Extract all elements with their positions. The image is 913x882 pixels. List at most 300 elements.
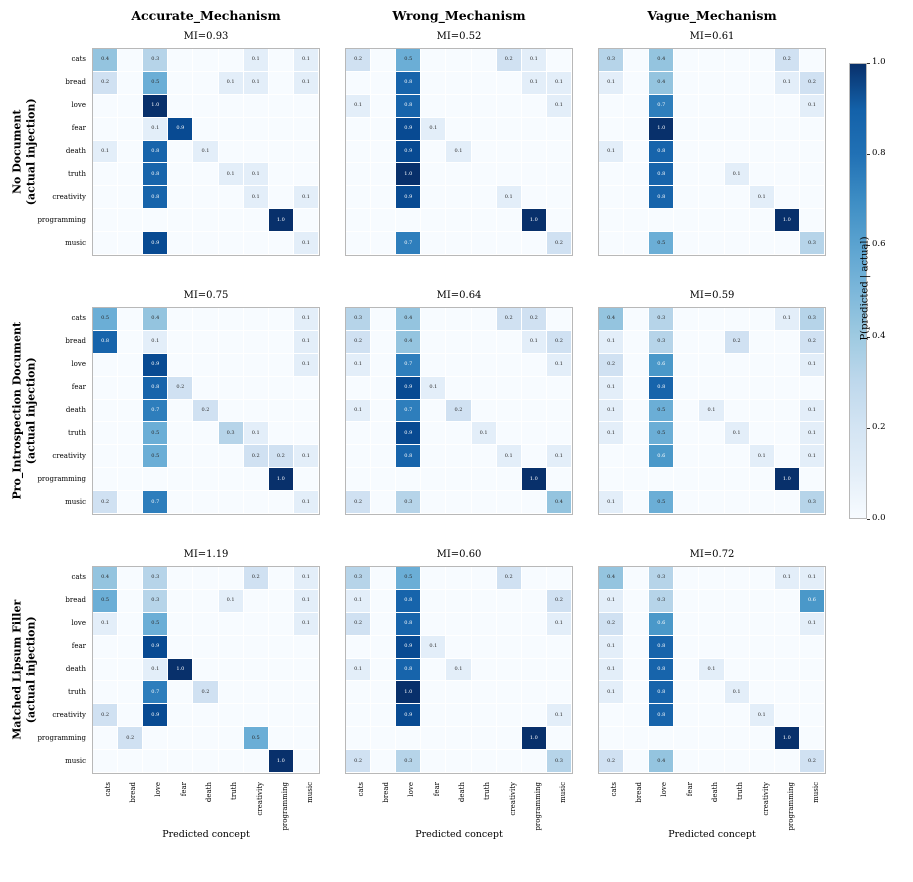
heatmap-cell [193, 468, 218, 491]
colorbar-tick-label: 1.0 [872, 57, 886, 67]
cell-value: 0.1 [554, 79, 563, 86]
heatmap-cell [699, 72, 724, 95]
heatmap-cell [143, 681, 168, 704]
cell-value: 0.4 [404, 338, 413, 345]
y-tick-label: fear [71, 641, 86, 650]
heatmap-cell [244, 209, 269, 232]
cell-value: 0.9 [404, 429, 413, 436]
heatmap-cell [193, 613, 218, 636]
heatmap-cell [294, 567, 319, 590]
heatmap-cell [193, 750, 218, 773]
cell-value: 0.1 [454, 147, 463, 154]
cell-value: 0.1 [301, 193, 310, 200]
heatmap-cell [446, 567, 471, 590]
heatmap-grid [346, 49, 572, 255]
heatmap-cell [522, 400, 547, 423]
heatmap-cell [649, 636, 674, 659]
heatmap-cell [421, 659, 446, 682]
cell-value: 0.3 [404, 757, 413, 764]
heatmap-cell [193, 163, 218, 186]
cell-value: 0.1 [782, 315, 791, 322]
y-tick-label: cats [71, 54, 86, 63]
cell-value: 0.2 [807, 757, 816, 764]
cell-value: 0.5 [101, 315, 110, 322]
heatmap-cell [346, 72, 371, 95]
heatmap-cell [624, 400, 649, 423]
heatmap-cell [219, 468, 244, 491]
heatmap-cell [699, 209, 724, 232]
heatmap-cell [294, 95, 319, 118]
y-tick-label: truth [68, 429, 86, 438]
cell-value: 0.5 [151, 79, 160, 86]
heatmap-cell [244, 750, 269, 773]
heatmap-cell [346, 445, 371, 468]
heatmap-cell [346, 422, 371, 445]
cell-value: 0.9 [176, 125, 185, 132]
heatmap-cell [143, 491, 168, 514]
heatmap-cell [421, 186, 446, 209]
heatmap-cell [649, 422, 674, 445]
heatmap-cell [472, 331, 497, 354]
heatmap-cell [346, 468, 371, 491]
heatmap-cell [497, 141, 522, 164]
cell-value: 0.1 [529, 79, 538, 86]
heatmap-cell [522, 491, 547, 514]
heatmap-cell [522, 95, 547, 118]
heatmap-cell [168, 422, 193, 445]
x-tick-label: creativity [255, 782, 264, 816]
heatmap-cell [674, 141, 699, 164]
heatmap-cell [497, 681, 522, 704]
heatmap-cell [396, 354, 421, 377]
heatmap-cell [93, 209, 118, 232]
heatmap-cell [294, 491, 319, 514]
cell-value: 0.8 [657, 193, 666, 200]
heatmap-cell [143, 727, 168, 750]
heatmap-cell [294, 750, 319, 773]
heatmap-cell [143, 49, 168, 72]
heatmap-cell [396, 118, 421, 141]
heatmap-cell [219, 209, 244, 232]
cell-value: 0.2 [101, 498, 110, 505]
heatmap-cell [624, 72, 649, 95]
heatmap-cell [497, 750, 522, 773]
heatmap-cell [547, 567, 572, 590]
heatmap-cell [396, 491, 421, 514]
heatmap-cell [143, 308, 168, 331]
heatmap-cell [219, 422, 244, 445]
heatmap-cell [346, 232, 371, 255]
heatmap-cell [371, 445, 396, 468]
heatmap-cell [472, 636, 497, 659]
heatmap-cell [346, 377, 371, 400]
y-tick-label: programming [37, 734, 86, 743]
heatmap-cell [472, 613, 497, 636]
heatmap-cell [446, 704, 471, 727]
mi-label: MI=0.72 [689, 549, 735, 560]
row-title-line: (actual injection) [24, 357, 37, 465]
x-tick-label: fear [179, 782, 188, 797]
heatmap-cell [143, 468, 168, 491]
heatmap-cell [522, 636, 547, 659]
heatmap-cell [168, 636, 193, 659]
cell-value: 0.1 [429, 125, 438, 132]
heatmap-cell [371, 377, 396, 400]
heatmap-cell [775, 186, 800, 209]
heatmap-cell [421, 468, 446, 491]
heatmap-cell [547, 354, 572, 377]
cell-value: 0.1 [301, 79, 310, 86]
heatmap-cell [497, 659, 522, 682]
cell-value: 0.1 [607, 665, 616, 672]
heatmap-cell [699, 750, 724, 773]
heatmap-cell [547, 72, 572, 95]
cell-value: 0.1 [607, 498, 616, 505]
heatmap-cell [168, 186, 193, 209]
cell-value: 0.2 [454, 406, 463, 413]
heatmap-cell [624, 445, 649, 468]
heatmap-cell [775, 354, 800, 377]
heatmap-cell [118, 567, 143, 590]
heatmap-cell [599, 209, 624, 232]
heatmap-cell [269, 445, 294, 468]
heatmap-cell [168, 727, 193, 750]
heatmap-cell [674, 186, 699, 209]
cell-value: 0.1 [807, 620, 816, 627]
heatmap-cell [219, 613, 244, 636]
heatmap-cell [244, 704, 269, 727]
heatmap-grid [346, 308, 572, 514]
heatmap-cell [446, 186, 471, 209]
heatmap-cell [497, 331, 522, 354]
heatmap-cell [599, 636, 624, 659]
heatmap-cell [371, 72, 396, 95]
heatmap-cell [193, 186, 218, 209]
heatmap-cell [624, 727, 649, 750]
heatmap-cell [599, 354, 624, 377]
heatmap-cell [168, 750, 193, 773]
heatmap-cell [421, 377, 446, 400]
cell-value: 0.1 [807, 361, 816, 368]
heatmap-cell [800, 613, 825, 636]
heatmap-cell [472, 118, 497, 141]
heatmap-panel [598, 566, 826, 774]
heatmap-cell [446, 331, 471, 354]
cell-value: 0.7 [151, 406, 160, 413]
cell-value: 0.1 [201, 147, 210, 154]
heatmap-cell [624, 232, 649, 255]
heatmap-cell [193, 704, 218, 727]
heatmap-cell [143, 209, 168, 232]
y-tick-label: love [71, 100, 86, 109]
heatmap-cell [294, 308, 319, 331]
heatmap-cell [775, 49, 800, 72]
heatmap-cell [649, 590, 674, 613]
heatmap-cell [118, 308, 143, 331]
heatmap-cell [244, 118, 269, 141]
cell-value: 0.7 [151, 688, 160, 695]
heatmap-cell [472, 400, 497, 423]
heatmap-cell [750, 377, 775, 400]
cell-value: 0.1 [607, 643, 616, 650]
heatmap-cell [624, 209, 649, 232]
y-tick-label: death [65, 406, 86, 414]
heatmap-cell [522, 308, 547, 331]
heatmap-cell [244, 422, 269, 445]
heatmap-cell [649, 354, 674, 377]
heatmap-grid [346, 567, 572, 773]
cell-value: 0.2 [607, 361, 616, 368]
heatmap-cell [699, 232, 724, 255]
heatmap-cell [193, 491, 218, 514]
heatmap-cell [371, 232, 396, 255]
heatmap-cell [346, 681, 371, 704]
heatmap-cell [624, 377, 649, 400]
heatmap-cell [421, 354, 446, 377]
heatmap-cell [725, 331, 750, 354]
heatmap-cell [674, 590, 699, 613]
heatmap-cell [118, 727, 143, 750]
cell-value: 0.5 [657, 498, 666, 505]
heatmap-cell [725, 186, 750, 209]
heatmap-cell [446, 49, 471, 72]
heatmap-cell [421, 567, 446, 590]
heatmap-cell [193, 400, 218, 423]
x-tick-label: programming [534, 782, 542, 831]
heatmap-cell [269, 377, 294, 400]
cell-value: 0.1 [251, 429, 260, 436]
cell-value: 0.4 [657, 56, 666, 63]
cell-value: 1.0 [151, 102, 160, 109]
heatmap-cell [472, 659, 497, 682]
heatmap-cell [168, 354, 193, 377]
cell-value: 0.8 [151, 384, 160, 391]
heatmap-cell [547, 590, 572, 613]
heatmap-cell [547, 613, 572, 636]
heatmap-cell [421, 750, 446, 773]
heatmap-cell [497, 613, 522, 636]
cell-value: 0.1 [301, 361, 310, 368]
heatmap-cell [93, 704, 118, 727]
cell-value: 0.5 [151, 429, 160, 436]
cell-value: 0.8 [404, 665, 413, 672]
heatmap-cell [800, 232, 825, 255]
heatmap-cell [269, 400, 294, 423]
heatmap-cell [699, 659, 724, 682]
heatmap-cell [269, 141, 294, 164]
heatmap-cell [244, 163, 269, 186]
heatmap-cell [244, 468, 269, 491]
heatmap-cell [800, 567, 825, 590]
heatmap-cell [775, 590, 800, 613]
heatmap-cell [396, 704, 421, 727]
cell-value: 1.0 [529, 216, 538, 223]
heatmap-cell [421, 95, 446, 118]
heatmap-panel [345, 48, 573, 256]
heatmap-cell [750, 704, 775, 727]
cell-value: 0.1 [807, 452, 816, 459]
heatmap-cell [93, 377, 118, 400]
heatmap-cell [143, 163, 168, 186]
heatmap-cell [547, 659, 572, 682]
heatmap-cell [118, 750, 143, 773]
heatmap-cell [699, 331, 724, 354]
cell-value: 0.4 [554, 498, 563, 505]
heatmap-grid [93, 49, 319, 255]
heatmap-cell [547, 377, 572, 400]
cell-value: 1.0 [782, 475, 791, 482]
y-tick-label: bread [65, 336, 86, 345]
heatmap-cell [118, 445, 143, 468]
heatmap-cell [219, 141, 244, 164]
heatmap-cell [750, 163, 775, 186]
heatmap-cell [193, 308, 218, 331]
heatmap-cell [294, 141, 319, 164]
cell-value: 0.9 [404, 193, 413, 200]
heatmap-cell [547, 468, 572, 491]
cell-value: 0.3 [404, 498, 413, 505]
x-axis-caption: Predicted concept [415, 829, 503, 840]
cell-value: 0.2 [126, 734, 135, 741]
heatmap-cell [750, 186, 775, 209]
heatmap-cell [624, 681, 649, 704]
colorbar-tick-label: 0.2 [872, 421, 886, 432]
y-tick-label: love [71, 359, 86, 368]
heatmap-cell [649, 72, 674, 95]
heatmap-cell [800, 468, 825, 491]
heatmap-cell [775, 468, 800, 491]
cell-value: 0.1 [354, 361, 363, 368]
cell-value: 0.1 [226, 79, 235, 86]
colorbar-title: P(predicted | actual) [859, 236, 871, 341]
heatmap-cell [294, 727, 319, 750]
colorbar-tick [867, 63, 870, 64]
heatmap-cell [446, 613, 471, 636]
heatmap-cell [219, 118, 244, 141]
heatmap-cell [674, 422, 699, 445]
heatmap-cell [421, 209, 446, 232]
heatmap-cell [93, 567, 118, 590]
heatmap-cell [269, 49, 294, 72]
heatmap-cell [800, 331, 825, 354]
heatmap-cell [244, 72, 269, 95]
heatmap-cell [624, 422, 649, 445]
heatmap-cell [346, 118, 371, 141]
heatmap-cell [346, 659, 371, 682]
heatmap-cell [371, 590, 396, 613]
heatmap-cell [800, 750, 825, 773]
cell-value: 0.1 [301, 315, 310, 322]
cell-value: 0.2 [782, 56, 791, 63]
cell-value: 0.4 [151, 315, 160, 322]
cell-value: 0.1 [151, 125, 160, 132]
cell-value: 0.6 [657, 620, 666, 627]
heatmap-cell [547, 118, 572, 141]
heatmap-cell [725, 308, 750, 331]
heatmap-cell [118, 636, 143, 659]
heatmap-cell [244, 232, 269, 255]
heatmap-cell [750, 567, 775, 590]
heatmap-cell [346, 95, 371, 118]
heatmap-cell [371, 354, 396, 377]
x-tick-label: death [205, 782, 213, 803]
cell-value: 0.5 [657, 239, 666, 246]
heatmap-cell [522, 422, 547, 445]
heatmap-cell [168, 49, 193, 72]
heatmap-cell [522, 118, 547, 141]
heatmap-cell [750, 118, 775, 141]
cell-value: 0.4 [101, 56, 110, 63]
mi-label: MI=0.61 [689, 31, 735, 42]
cell-value: 0.8 [404, 452, 413, 459]
heatmap-cell [269, 636, 294, 659]
cell-value: 0.1 [807, 574, 816, 581]
x-tick-label: truth [483, 782, 492, 800]
cell-value: 1.0 [404, 170, 413, 177]
heatmap-cell [522, 49, 547, 72]
cell-value: 0.1 [607, 597, 616, 604]
row-title-line: No Document [10, 109, 24, 195]
mi-label: MI=0.59 [689, 290, 735, 301]
heatmap-cell [674, 354, 699, 377]
heatmap-cell [800, 636, 825, 659]
heatmap-cell [725, 704, 750, 727]
heatmap-cell [775, 681, 800, 704]
cell-value: 0.1 [251, 170, 260, 177]
heatmap-cell [118, 659, 143, 682]
heatmap-cell [649, 186, 674, 209]
cell-value: 0.4 [607, 574, 616, 581]
heatmap-panel [92, 48, 320, 256]
cell-value: 0.3 [657, 597, 666, 604]
cell-value: 0.1 [429, 643, 438, 650]
heatmap-cell [371, 613, 396, 636]
heatmap-cell [168, 163, 193, 186]
heatmap-cell [269, 354, 294, 377]
heatmap-cell [497, 232, 522, 255]
cell-value: 0.2 [504, 315, 513, 322]
heatmap-cell [143, 659, 168, 682]
cell-value: 0.1 [354, 102, 363, 109]
heatmap-cell [472, 468, 497, 491]
heatmap-cell [599, 422, 624, 445]
heatmap-cell [193, 636, 218, 659]
column-title-2: Vague_Mechanism [647, 8, 777, 23]
cell-value: 0.4 [657, 79, 666, 86]
heatmap-cell [522, 468, 547, 491]
heatmap-cell [624, 491, 649, 514]
cell-value: 0.2 [807, 79, 816, 86]
heatmap-cell [294, 681, 319, 704]
heatmap-cell [396, 422, 421, 445]
heatmap-cell [421, 72, 446, 95]
heatmap-cell [346, 209, 371, 232]
cell-value: 0.1 [301, 574, 310, 581]
heatmap-cell [497, 422, 522, 445]
heatmap-cell [396, 186, 421, 209]
heatmap-cell [294, 400, 319, 423]
heatmap-cell [193, 422, 218, 445]
heatmap-cell [244, 354, 269, 377]
cell-value: 1.0 [782, 216, 791, 223]
heatmap-cell [750, 750, 775, 773]
heatmap-cell [193, 95, 218, 118]
cell-value: 0.4 [607, 315, 616, 322]
cell-value: 0.8 [404, 620, 413, 627]
heatmap-cell [118, 704, 143, 727]
heatmap-cell [269, 727, 294, 750]
cell-value: 0.8 [404, 597, 413, 604]
